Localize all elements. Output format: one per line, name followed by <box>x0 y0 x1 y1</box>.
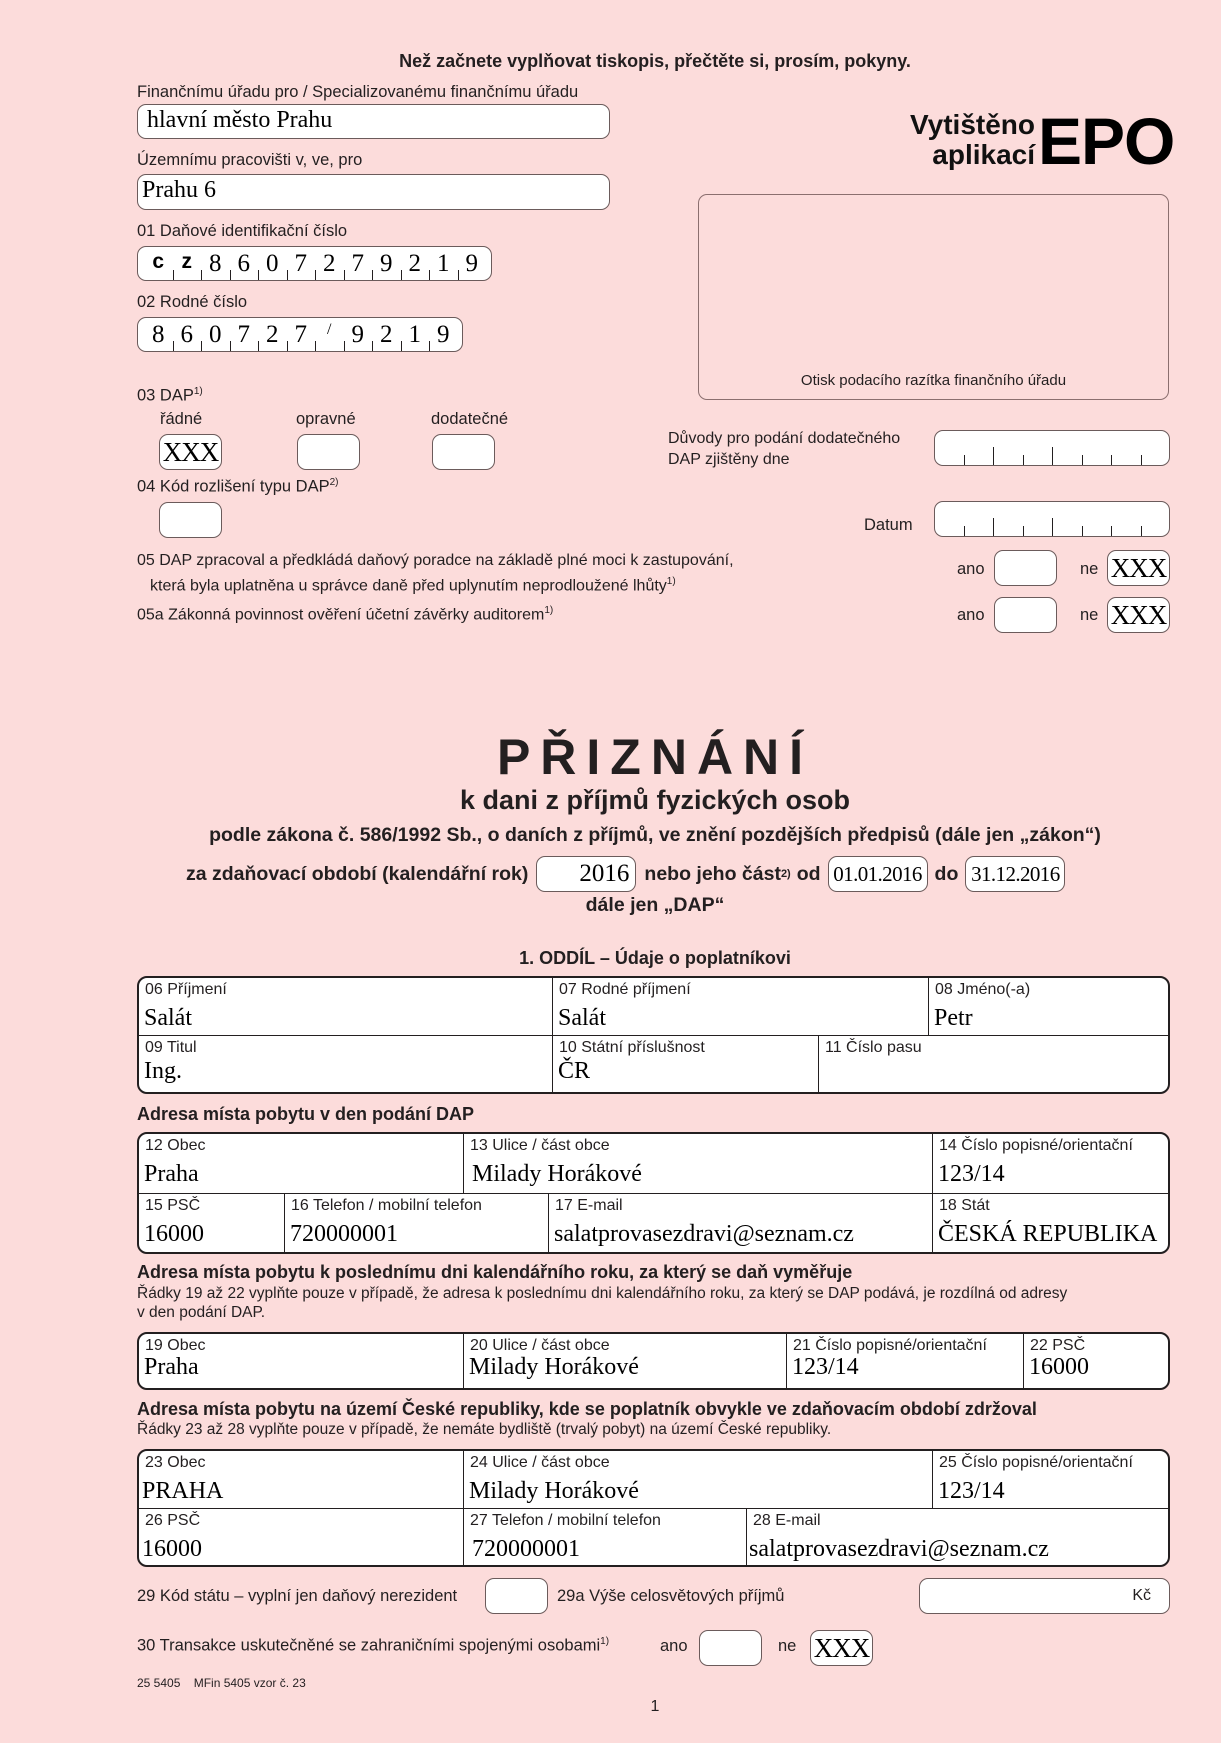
comb-char: c <box>152 250 165 273</box>
q05-ano-label: ano <box>957 560 985 578</box>
af-telefon-value: 720000001 <box>290 1221 398 1247</box>
al-ulice-value: Milady Horákové <box>469 1354 639 1380</box>
period-row <box>186 856 1065 892</box>
af-psc-cell[interactable] <box>139 1194 285 1254</box>
period-year-value: 2016 <box>579 860 630 887</box>
q29a-currency: Kč <box>1132 1587 1151 1604</box>
ac-telefon-value: 720000001 <box>472 1536 580 1562</box>
jmeno-value: Petr <box>934 1005 973 1031</box>
rodne-cislo-field[interactable] <box>137 317 463 352</box>
al-cislo-cell[interactable] <box>787 1334 1024 1390</box>
reasons-date-field[interactable] <box>934 430 1170 466</box>
af-stat-value: ČESKÁ REPUBLIKA <box>938 1221 1158 1247</box>
q05a-ne-label: ne <box>1080 606 1099 624</box>
q05a-ne-checkbox[interactable]: XXX <box>1107 597 1170 633</box>
reasons-date-label <box>668 428 900 470</box>
epo-caption <box>880 110 1035 170</box>
reasons-date-label-line2: DAP zjištěny dne <box>668 451 790 468</box>
rodne-prijmeni-label: 07 Rodné příjmení <box>559 981 691 998</box>
comb-char: 0 <box>258 250 287 278</box>
statni-prislusnost-label: 10 Státní příslušnost <box>559 1039 705 1056</box>
dap-opravne-checkbox[interactable] <box>297 434 360 470</box>
af-ulice-value: Milady Horákové <box>472 1161 642 1187</box>
dap-radne-checkbox[interactable]: XXX <box>159 434 222 470</box>
al-psc-value: 16000 <box>1029 1354 1089 1380</box>
period-od: od <box>796 862 821 885</box>
al-cislo-label: 21 Číslo popisné/orientační <box>793 1337 987 1354</box>
page-number: 1 <box>650 1698 660 1715</box>
address-last-day-note-line1: Řádky 19 až 22 vyplňte pouze v případě, že adresa k poslednímu dni kalendářního roku, za který se DAP podává, je rozdílná od adresy <box>137 1285 1068 1302</box>
period-do: do <box>934 862 959 885</box>
rodne-prijmeni-value: Salát <box>558 1005 606 1031</box>
q05-sup: 1) <box>666 576 676 587</box>
q30-label <box>137 1636 609 1656</box>
date-separator-ticks <box>935 431 1169 465</box>
dic-label: 01 Daňové identifikační číslo <box>137 222 348 240</box>
q30-label-text: 30 Transakce uskutečněné se zahraničními spojenými osobami <box>137 1636 601 1655</box>
epo-line1: Vytištěno <box>910 109 1035 140</box>
stamp-box <box>698 194 1169 400</box>
comb-char: 9 <box>458 250 487 278</box>
al-obec-label: 19 Obec <box>145 1337 206 1354</box>
dic-field[interactable] <box>137 246 492 281</box>
af-ulice-cell[interactable] <box>464 1134 933 1194</box>
q05a-ano-label: ano <box>957 606 985 624</box>
ac-obec-cell[interactable] <box>139 1451 464 1509</box>
dap-type-label-text: 03 DAP <box>137 386 194 405</box>
q05-ne-checkbox[interactable]: XXX <box>1107 550 1170 586</box>
period-mid: nebo jeho část <box>644 862 781 885</box>
af-psc-value: 16000 <box>144 1221 204 1247</box>
ac-cislo-label: 25 Číslo popisné/orientační <box>939 1454 1133 1471</box>
q05a-label <box>137 605 553 624</box>
comb-char: / <box>315 321 344 349</box>
datum-separator-ticks <box>935 502 1169 536</box>
q30-ano-checkbox[interactable] <box>699 1630 762 1666</box>
dap-dodatecne-checkbox[interactable] <box>432 434 495 470</box>
form-law: podle zákona č. 586/1992 Sb., o daních z příjmů, ve znění pozdějších předpisů (dále jen „zákon“) <box>209 824 1101 846</box>
ac-psc-value: 16000 <box>142 1536 202 1562</box>
q05-ano-checkbox[interactable] <box>994 550 1057 586</box>
stamp-label: Otisk podacího razítka finančního úřadu <box>800 372 1067 389</box>
comb-char: 9 <box>372 250 401 278</box>
jmeno-label: 08 Jméno(-a) <box>935 981 1031 998</box>
rodne-prijmeni-cell[interactable] <box>553 978 929 1036</box>
ac-email-label: 28 E-mail <box>753 1512 821 1529</box>
q29a-field[interactable] <box>919 1578 1170 1614</box>
office-label: Finančnímu úřadu pro / Specializovanému finančnímu úřadu <box>137 83 579 101</box>
comb-char: z <box>173 250 202 278</box>
dap-radne-label: řádné <box>160 410 203 428</box>
address-cz-note: Řádky 23 až 28 vyplňte pouze v případě, že nemáte bydliště (trvalý pobyt) na území České republiky. <box>137 1421 832 1438</box>
q30-ne-checkbox[interactable]: XXX <box>810 1630 873 1666</box>
dap-type-label <box>137 386 203 406</box>
q05a-sup: 1) <box>544 605 554 616</box>
dic-chars <box>144 250 486 278</box>
q05-line1: 05 DAP zpracoval a předkládá daňový poradce na základě plné moci k zastupování, <box>137 552 734 569</box>
comb-char: 0 <box>201 321 230 349</box>
period-to-field[interactable] <box>965 856 1065 892</box>
statni-prislusnost-value: ČR <box>558 1058 591 1084</box>
comb-char: 7 <box>287 321 316 349</box>
reasons-date-label-line1: Důvody pro podání dodatečného <box>668 430 901 447</box>
comb-char: 1 <box>401 321 430 349</box>
ac-cislo-value: 123/14 <box>938 1478 1005 1504</box>
period-to-value: 31.12.2016 <box>971 862 1060 886</box>
form-subtitle: k dani z příjmů fyzických osob <box>459 785 851 815</box>
ac-obec-value: PRAHA <box>142 1478 224 1504</box>
titul-cell[interactable] <box>139 1036 553 1094</box>
comb-char: 2 <box>258 321 287 349</box>
address-filing-title: Adresa místa pobytu v den podání DAP <box>137 1104 475 1124</box>
al-psc-label: 22 PSČ <box>1030 1337 1086 1354</box>
af-psc-label: 15 PSČ <box>145 1197 201 1214</box>
al-cislo-value: 123/14 <box>792 1354 859 1380</box>
period-mid-sup: 2) <box>780 868 791 880</box>
period-year-field[interactable] <box>536 856 636 892</box>
statni-prislusnost-cell[interactable] <box>553 1036 819 1094</box>
comb-char: 8 <box>201 250 230 278</box>
ac-ulice-cell[interactable] <box>464 1451 933 1509</box>
rodne-cislo-label: 02 Rodné číslo <box>137 293 248 311</box>
ac-ulice-label: 24 Ulice / část obce <box>470 1454 610 1471</box>
q05-line2: která byla uplatněna u správce daně před uplynutím neprodloužené lhůty <box>150 577 667 595</box>
dap-type-sup: 1) <box>193 386 203 397</box>
af-obec-value: Praha <box>144 1161 199 1187</box>
ac-email-value: salatprovasezdravi@seznam.cz <box>749 1536 1049 1562</box>
dap-opravne-label: opravné <box>296 410 356 428</box>
address-last-day-note-line2: v den podání DAP. <box>137 1304 266 1321</box>
af-email-value: salatprovasezdravi@seznam.cz <box>554 1221 854 1247</box>
q05a-ano-checkbox[interactable] <box>994 597 1057 633</box>
comb-char: 7 <box>287 250 316 278</box>
kod-rozliseni-label <box>137 477 339 497</box>
period-from-field[interactable] <box>828 856 928 892</box>
af-cislo-cell[interactable] <box>933 1134 1170 1194</box>
ac-psc-label: 26 PSČ <box>145 1512 201 1529</box>
period-from-value: 01.01.2016 <box>833 862 922 886</box>
ac-ulice-value: Milady Horákové <box>469 1478 639 1504</box>
af-email-cell[interactable] <box>549 1194 933 1254</box>
q30-sup: 1) <box>600 1636 610 1647</box>
af-cislo-label: 14 Číslo popisné/orientační <box>939 1137 1133 1154</box>
af-obec-label: 12 Obec <box>145 1137 206 1154</box>
af-email-label: 17 E-mail <box>555 1197 623 1214</box>
section1-title: 1. ODDÍL – Údaje o poplatníkovi <box>519 948 791 968</box>
comb-char: 2 <box>401 250 430 278</box>
instructions-text: Než začnete vyplňovat tiskopis, přečtěte si, prosím, pokyny. <box>399 51 911 71</box>
office-value: hlavní město Prahu <box>147 107 333 133</box>
ac-cislo-cell[interactable] <box>933 1451 1170 1509</box>
af-obec-cell[interactable] <box>139 1134 464 1194</box>
comb-char: 7 <box>344 250 373 278</box>
form-code: 25 5405 MFin 5405 vzor č. 23 <box>137 1676 306 1690</box>
al-obec-cell[interactable] <box>139 1334 464 1390</box>
comb-char: 6 <box>173 321 202 349</box>
datum-field[interactable] <box>934 501 1170 537</box>
address-cz-table <box>137 1449 1170 1567</box>
ac-obec-label: 23 Obec <box>145 1454 206 1471</box>
al-ulice-cell[interactable] <box>464 1334 787 1390</box>
titul-value: Ing. <box>144 1058 182 1084</box>
comb-char: 7 <box>230 321 259 349</box>
address-last-day-table <box>137 1332 1170 1390</box>
comb-char: 1 <box>429 250 458 278</box>
dap-dodatecne-label: dodatečné <box>431 410 509 428</box>
dap-note: dále jen „DAP“ <box>585 894 725 916</box>
q29-field[interactable] <box>485 1578 548 1614</box>
af-ulice-label: 13 Ulice / část obce <box>470 1137 610 1154</box>
workplace-field[interactable] <box>137 174 610 210</box>
epo-logo: EPO <box>1038 104 1175 178</box>
prijmeni-cell[interactable] <box>139 978 553 1036</box>
ac-telefon-cell[interactable] <box>464 1509 747 1567</box>
address-last-day-note <box>137 1284 1067 1322</box>
comb-char: 8 <box>152 321 165 348</box>
rodne-cislo-chars <box>144 321 458 349</box>
kod-rozliseni-label-text: 04 Kód rozlišení typu DAP <box>137 477 330 496</box>
af-telefon-cell[interactable] <box>285 1194 549 1254</box>
form-title: PŘIZNÁNÍ <box>496 729 814 785</box>
comb-char: 2 <box>315 250 344 278</box>
ac-email-cell[interactable] <box>747 1509 1170 1567</box>
q29a-label: 29a Výše celosvětových příjmů <box>557 1587 785 1605</box>
address-filing-table <box>137 1132 1170 1254</box>
datum-label: Datum <box>864 516 913 534</box>
comb-char: 2 <box>372 321 401 349</box>
af-cislo-value: 123/14 <box>938 1161 1005 1187</box>
comb-char: 6 <box>230 250 259 278</box>
ac-telefon-label: 27 Telefon / mobilní telefon <box>470 1512 661 1529</box>
workplace-label: Územnímu pracovišti v, ve, pro <box>137 151 363 169</box>
cislo-pasu-label: 11 Číslo pasu <box>825 1039 922 1056</box>
cislo-pasu-cell[interactable] <box>819 1036 1170 1094</box>
q30-ne-label: ne <box>778 1637 797 1655</box>
q05-ne-label: ne <box>1080 560 1099 578</box>
al-ulice-label: 20 Ulice / část obce <box>470 1337 610 1354</box>
q05-label <box>137 550 734 596</box>
af-stat-cell[interactable] <box>933 1194 1170 1254</box>
comb-char: 9 <box>429 321 458 349</box>
prijmeni-value: Salát <box>144 1005 192 1031</box>
ac-psc-cell[interactable] <box>139 1509 464 1567</box>
prijmeni-label: 06 Příjmení <box>145 981 227 998</box>
jmeno-cell[interactable] <box>929 978 1170 1036</box>
kod-rozliseni-field[interactable] <box>159 502 222 538</box>
office-field[interactable] <box>137 104 610 139</box>
address-last-day-title: Adresa místa pobytu k poslednímu dni kalendářního roku, za který se daň vyměřuje <box>137 1262 853 1282</box>
q29-label: 29 Kód státu – vyplní jen daňový nerezident <box>137 1587 458 1605</box>
al-psc-cell[interactable] <box>1024 1334 1170 1390</box>
comb-char: 9 <box>344 321 373 349</box>
workplace-value: Prahu 6 <box>142 177 216 203</box>
section1-table <box>137 976 1170 1094</box>
address-cz-title: Adresa místa pobytu na území České republiky, kde se poplatník obvykle ve zdaňovacím období zdržoval <box>137 1399 1037 1419</box>
af-telefon-label: 16 Telefon / mobilní telefon <box>291 1197 482 1214</box>
q30-ano-label: ano <box>660 1637 688 1655</box>
kod-rozliseni-sup: 2) <box>329 477 339 488</box>
epo-line2: aplikací <box>932 139 1035 170</box>
q05a-label-text: 05a Zákonná povinnost ověření účetní závěrky auditorem <box>137 606 545 624</box>
al-obec-value: Praha <box>144 1354 199 1380</box>
titul-label: 09 Titul <box>145 1039 197 1056</box>
period-prefix: za zdaňovací období (kalendářní rok) <box>186 862 529 885</box>
af-stat-label: 18 Stát <box>939 1197 990 1214</box>
